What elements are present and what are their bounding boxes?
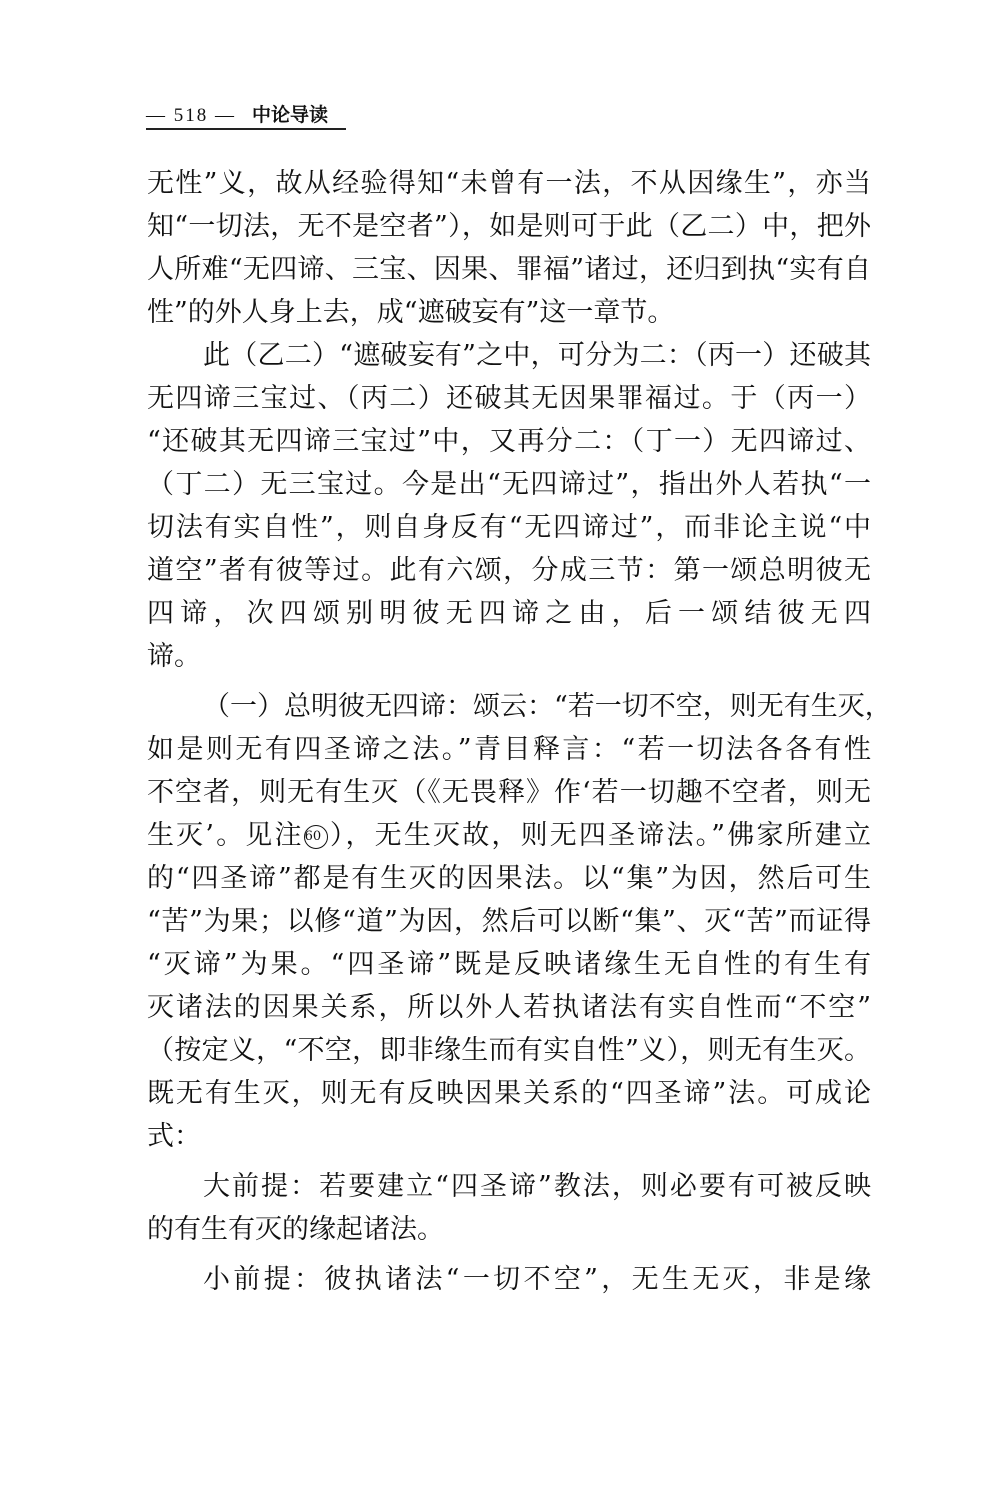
text-line: 知“一切法，无不是空者”），如是则可于此（乙二）中，把外 [147,211,871,242]
text-line: 不空者，则无有生灭（《无畏释》作‘若一切趣不空者，则无 [147,777,871,808]
text-line: 人所难“无四谛、三宝、因果、罪福”诸过，还归到执“实有自 [147,254,871,285]
text-segment: ），无生灭故，则无四圣谛法。”佛家所建立 [327,820,871,851]
text-line: 谛。 [147,641,201,672]
text-line: 的“四圣谛”都是有生灭的因果法。以“集”为因，然后可生 [147,863,871,894]
text-line: “苦”为果；以修“道”为因，然后可以断“集”、灭“苦”而证得 [147,906,871,937]
text-line: 既无有生灭，则无有反映因果关系的“四圣谛”法。可成论 [147,1078,871,1109]
text-line: “还破其无四谛三宝过”中，又再分二：（丁一）无四谛过、 [147,426,871,457]
text-line: 四谛，次四颂别明彼无四谛之由，后一颂结彼无四 [147,598,871,629]
text-line: 道空”者有彼等过。此有六颂，分成三节：第一颂总明彼无 [147,555,871,586]
text-line: “灭谛”为果。“四圣谛”既是反映诸缘生无自性的有生有 [147,949,871,980]
book-title: 中论导读 [252,104,329,126]
text-line: 大前提：若要建立“四圣谛”教法，则必要有可被反映 [203,1171,871,1202]
text-line: 性”的外人身上去，成“遮破妄有”这一章节。 [147,297,675,328]
text-line: 此（乙二）“遮破妄有”之中，可分为二：（丙一）还破其 [203,340,871,371]
text-line: 无四谛三宝过、（丙二）还破其无因果罪福过。于（丙一） [147,383,871,414]
page-number: — 518 — [146,105,236,126]
text-line: 切法有实自性”，则自身反有“无四谛过”，而非论主说“中 [147,512,871,543]
text-line: 式： [147,1121,201,1152]
text-line [147,816,871,856]
text-line: （丁二）无三宝过。今是出“无四谛过”，指出外人若执“一 [147,469,871,500]
text-segment: 生灭’。见注 [147,820,304,851]
text-line: 的有生有灭的缘起诸法。 [147,1214,444,1245]
text-line: 无性”义，故从经验得知“未曾有一法，不从因缘生”，亦当 [147,168,871,199]
running-header [146,100,346,130]
footnote-ref: 60 [304,825,328,849]
text-line: 如是则无有四圣谛之法。”青目释言：“若一切法各各有性 [147,734,871,765]
text-line: 小前提：彼执诸法“一切不空”，无生无灭，非是缘 [203,1264,871,1295]
text-line: （按定义，“不空，即非缘生而有实自性”义），则无有生灭。 [147,1035,871,1066]
text-line: （一）总明彼无四谛：颂云：“若一切不空，则无有生灭， [203,691,892,722]
text-line: 灭诸法的因果关系，所以外人若执诸法有实自性而“不空” [147,992,871,1023]
